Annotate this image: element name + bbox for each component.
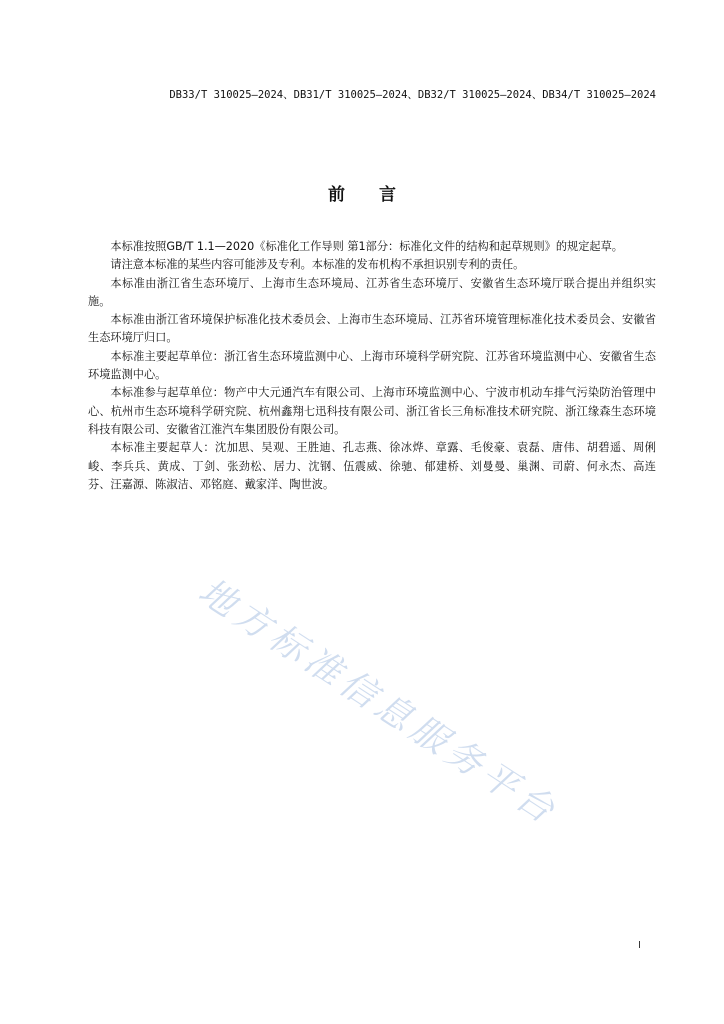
foreword-body bbox=[88, 238, 656, 494]
paragraph-participating-units: 本标准参与起草单位：物产中大元通汽车有限公司、上海市环境监测中心、宁波市机动车排气污染防治管理中心、杭州市生态环境科学研究院、杭州鑫翔七迅科技有限公司、浙江省长三角标准技术研究院、浙江缘森生态环境科技有限公司、安徽省江淮汽车集团股份有限公司。 bbox=[88, 386, 656, 436]
paragraph-patent-notice: 请注意本标准的某些内容可能涉及专利。本标准的发布机构不承担识别专利的责任。 bbox=[110, 258, 525, 272]
standard-code-header: DB33/T 310025—2024、DB31/T 310025—2024、DB32/T 310025—2024、DB34/T 310025—2024 bbox=[169, 89, 656, 101]
paragraph-administrator: 本标准由浙江省环境保护标准化技术委员会、上海市生态环境局、江苏省环境管理标准化技术委员会、安徽省生态环境厅归口。 bbox=[88, 313, 656, 345]
paragraph-main-drafters: 本标准主要起草人：沈加思、吴观、王胜迪、孔志燕、徐冰烨、章露、毛俊豪、袁磊、唐伟、胡碧遥、周俐峻、李兵兵、黄成、丁剑、张劲松、居力、沈钢、伍震威、徐驰、郁建桥、刘曼曼、巢渊、司蔚、何永杰、高连芬、汪嘉源、陈淑洁、邓铭庭、戴家洋、陶世波。 bbox=[88, 441, 656, 491]
page-title: 前言 bbox=[328, 185, 430, 205]
page-number: I bbox=[638, 940, 641, 951]
watermark-text: 地方标准信息服务平台 bbox=[191, 570, 566, 835]
paragraph-drafting-rules: 本标准按照GB/T 1.1—2020《标准化工作导则 第1部分：标准化文件的结构和起草规则》的规定起草。 bbox=[110, 240, 623, 253]
paragraph-proposer: 本标准由浙江省生态环境厅、上海市生态环境局、江苏省生态环境厅、安徽省生态环境厅联合提出并组织实施。 bbox=[88, 276, 656, 308]
paragraph-main-drafting-units: 本标准主要起草单位：浙江省生态环境监测中心、上海市环境科学研究院、江苏省环境监测中心、安徽省生态环境监测中心。 bbox=[88, 349, 656, 382]
